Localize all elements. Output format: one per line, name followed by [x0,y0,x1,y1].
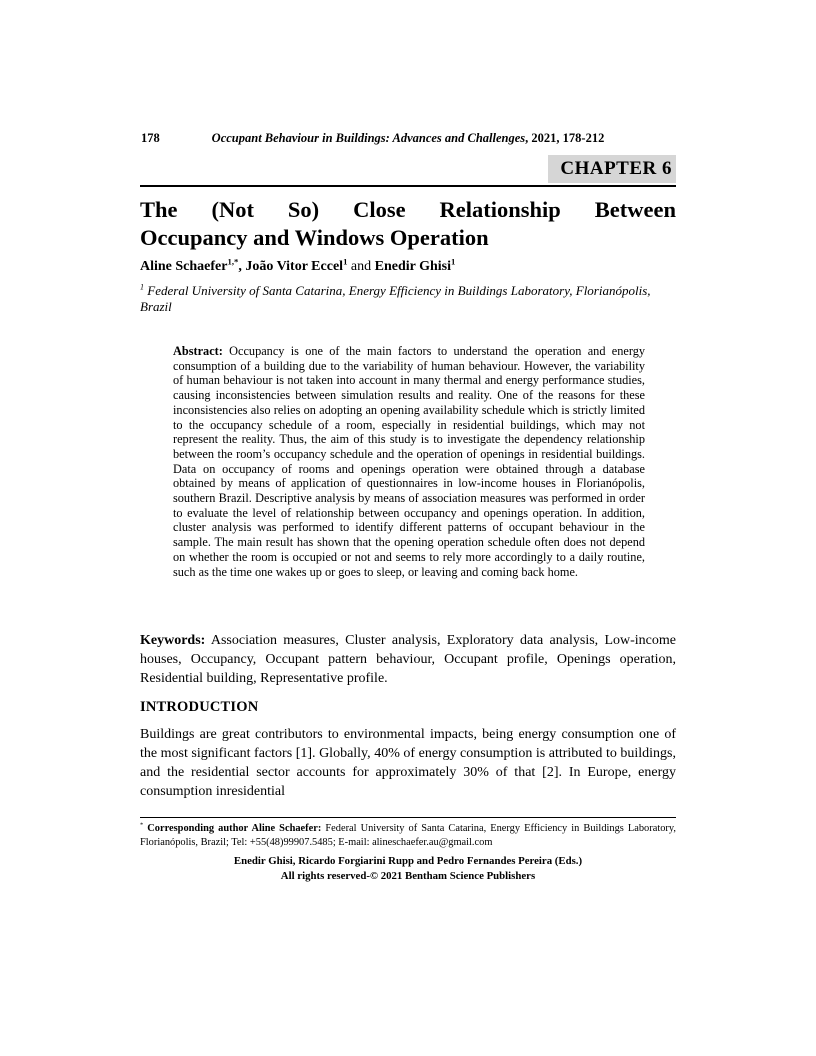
affiliation-superscript: 1 [140,282,145,292]
footer-imprint [140,854,676,883]
running-title-pages: , 2021, 178-212 [525,131,605,145]
page-header [140,131,676,149]
author-2-superscript: 1 [343,256,348,267]
corresponding-author-footnote [140,822,676,849]
footnote-marker: * [140,821,144,829]
keywords-text: Association measures, Cluster analysis, Exploratory data analysis, Low-income houses, Occupancy, Occupant pattern behaviour, Occupant profile, Openings operation, Residential building, Representative profile. [140,633,676,686]
running-title-book: Occupant Behaviour in Buildings: Advances and Challenges [211,131,526,145]
author-name-2: João Vitor Eccel [245,259,344,274]
footnote-rule [140,817,676,818]
affiliation [140,283,676,315]
chapter-title-line-1: The (Not So) Close Relationship Between [140,197,676,222]
author-separator: , [238,259,246,274]
chapter-title [140,196,676,252]
header-rule [140,185,676,187]
chapter-badge: CHAPTER 6 [548,155,676,183]
page-number: 178 [141,131,160,145]
footnote-label: Corresponding author Aline Schaefer: [143,823,322,834]
author-name-1: Aline Schaefer [140,259,228,274]
abstract-text: Occupancy is one of the main factors to understand the operation and energy consumption of a building due to the variability of human behaviour. However, the variability of human behaviour is not taken into account in many thermal and energy performance studies, causing inconsistencies between simulation results and reality. One of the reasons for these inconsistencies also relies on adopting an opening availability schedule which is strictly limited to the occupancy schedule of a room, especially in residential buildings, which may not represent the reality. Thus, the aim of this study is to investigate the dependency relationship between the room’s occupancy schedule and the operation of openings in residential buildings. Data on occupancy of rooms and openings operation were obtained through a database obtained by means of application of questionnaires in low-income houses in Florianópolis, southern Brazil. Descriptive analysis by means of association measures was performed in order to evaluate the level of relationship between occupancy and openings operation. In addition, cluster analysis was performed to identify different patterns of occupant behaviour in the sample. The main result has shown that the opening operation schedule often does not depend on whether the room is occupied or not and seems to rely more accordingly to a daily routine, such as the time one wakes up or goes to sleep, or leaving and coming back home. [173,344,645,579]
chapter-row [140,155,676,183]
author-name-3: Enedir Ghisi [374,259,452,274]
running-title [140,131,676,146]
author-conjunction: and [347,259,375,274]
footnote-text: Federal University of Santa Catarina, Energy Efficiency in Buildings Laboratory, Florianópolis, Brazil; Tel: +55(48)99907.5485; E-mail: alineschaefer.au@gmail.com [140,823,676,848]
rights-line: All rights reserved-© 2021 Bentham Science Publishers [280,869,536,882]
chapter-title-line-2: Occupancy and Windows Operation [140,225,489,250]
keywords [140,631,676,688]
author-3-superscript: 1 [451,256,456,267]
keywords-label: Keywords: [140,633,206,648]
editors-line: Enedir Ghisi, Ricardo Forgiarini Rupp and Pedro Fernandes Pereira (Eds.) [233,855,583,867]
abstract [140,344,676,579]
introduction-heading: INTRODUCTION [140,699,259,715]
abstract-label: Abstract: [173,344,223,358]
author-1-superscript: 1,* [227,256,239,267]
introduction-paragraph: Buildings are great contributors to environmental impacts, being energy consumption one of the most significant factors [1]. Globally, 40% of energy consumption is attributed to buildings, and the residential sector accounts for approximately 30% of that [2]. In Europe, energy consumption inresidential [140,727,676,799]
authors-line [140,256,676,275]
affiliation-text: Federal University of Santa Catarina, Energy Efficiency in Buildings Laboratory, Florianópolis, Brazil [140,283,651,314]
